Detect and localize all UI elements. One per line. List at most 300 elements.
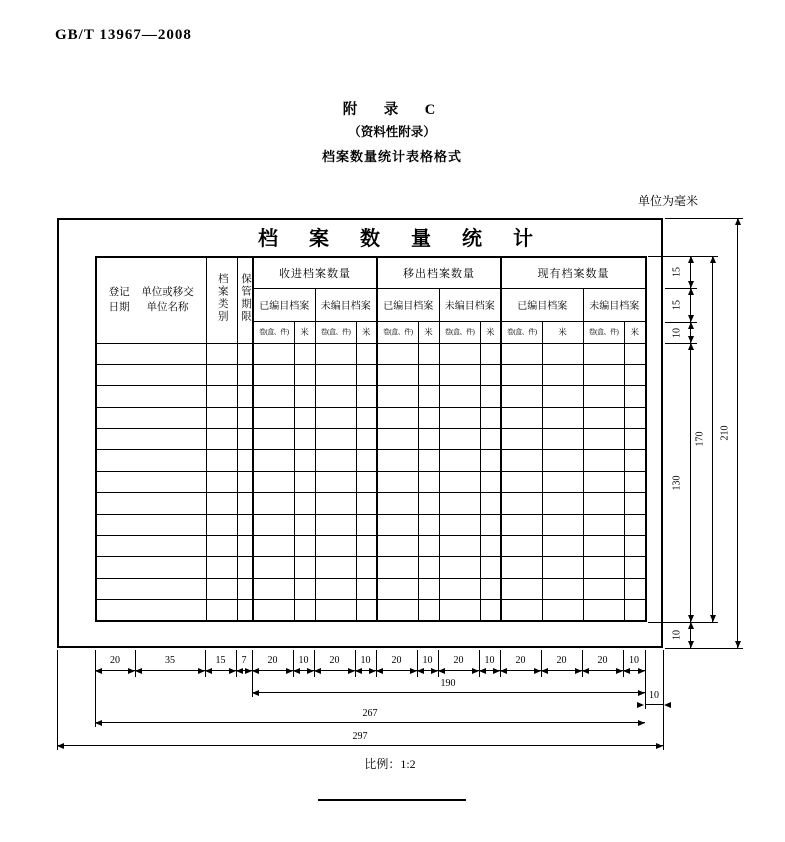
table-cell	[315, 557, 356, 578]
dim-label: 20	[267, 655, 278, 666]
table-row	[96, 471, 646, 492]
extension-line	[663, 650, 664, 750]
table-cell	[583, 343, 624, 364]
dim-label: 10	[671, 327, 683, 338]
table-row	[96, 493, 646, 514]
table-cell	[501, 493, 542, 514]
table-cell	[480, 471, 501, 492]
header-group-existing: 现有档案数量	[501, 257, 646, 288]
table-row	[96, 429, 646, 450]
table-cell	[583, 471, 624, 492]
dim-label-data-width: 190	[440, 678, 456, 689]
table-cell	[624, 493, 646, 514]
table-cell	[377, 450, 418, 471]
header-unit-meter: 米	[356, 321, 377, 343]
dim-label: 20	[556, 655, 567, 666]
appendix-title: 附 录 C	[342, 102, 442, 118]
table-cell	[542, 493, 583, 514]
table-cell	[439, 450, 480, 471]
header-unit-volume: 卷(盒、件)	[439, 321, 480, 343]
dimension-line	[376, 670, 417, 671]
table-cell	[501, 536, 542, 557]
table-cell	[439, 493, 480, 514]
table-cell	[377, 600, 418, 621]
table-cell	[253, 557, 294, 578]
table-cell	[237, 514, 253, 535]
table-cell	[315, 364, 356, 385]
table-cell	[583, 600, 624, 621]
dimension-line	[417, 670, 438, 671]
table-cell	[294, 407, 315, 428]
table-cell	[480, 536, 501, 557]
table-cell	[439, 536, 480, 557]
table-cell	[253, 343, 294, 364]
table-cell	[501, 386, 542, 407]
table-cell	[377, 557, 418, 578]
table-cell	[237, 557, 253, 578]
table-cell	[96, 600, 206, 621]
header-unit-volume: 卷(盒、件)	[501, 321, 542, 343]
table-cell	[237, 493, 253, 514]
table-cell	[206, 471, 237, 492]
dimension-line	[205, 670, 236, 671]
table-cell	[418, 386, 439, 407]
table-cell	[418, 600, 439, 621]
table-cell	[542, 429, 583, 450]
table-cell	[253, 536, 294, 557]
dim-label: 15	[671, 300, 683, 310]
dim-label: 10	[484, 655, 495, 666]
header-sub-cataloged: 已编目档案	[377, 288, 439, 321]
table-cell	[439, 386, 480, 407]
header-reg-date: 登记 日期	[108, 286, 130, 314]
dim-label: 10	[360, 655, 371, 666]
dim-label: 15	[671, 267, 683, 277]
table-cell	[206, 557, 237, 578]
dim-label: 10	[298, 655, 309, 666]
table-cell	[96, 343, 206, 364]
table-cell	[480, 429, 501, 450]
header-unit-name: 单位或移交 单位名称	[141, 286, 194, 314]
table-cell	[418, 407, 439, 428]
table-cell	[418, 429, 439, 450]
table-row	[96, 343, 646, 364]
table-cell	[377, 514, 418, 535]
dim-label: 20	[329, 655, 340, 666]
table-cell	[542, 407, 583, 428]
table-cell	[253, 514, 294, 535]
table-cell	[315, 600, 356, 621]
table-cell	[439, 429, 480, 450]
table-cell	[583, 493, 624, 514]
table-cell	[501, 407, 542, 428]
table-cell	[377, 407, 418, 428]
table-cell	[356, 600, 377, 621]
table-row	[96, 364, 646, 385]
table-cell	[377, 343, 418, 364]
table-cell	[583, 364, 624, 385]
dim-label: 7	[241, 655, 247, 666]
table-cell	[356, 429, 377, 450]
table-cell	[206, 429, 237, 450]
dimension-line	[690, 622, 691, 648]
header-unit-meter: 米	[294, 321, 315, 343]
table-cell	[294, 557, 315, 578]
table-cell	[315, 450, 356, 471]
header-sub-uncataloged: 未编目档案	[439, 288, 501, 321]
table-cell	[439, 364, 480, 385]
dim-label: 20	[515, 655, 526, 666]
table-cell	[377, 386, 418, 407]
dim-label-page-height: 210	[719, 425, 731, 441]
extension-line	[648, 622, 718, 623]
header-unit-meter: 米	[418, 321, 439, 343]
dimension-line	[135, 670, 205, 671]
table-cell	[624, 471, 646, 492]
table-cell	[542, 536, 583, 557]
table-cell	[439, 600, 480, 621]
dim-label-page-width: 297	[352, 731, 368, 742]
table-cell	[96, 536, 206, 557]
dimension-line	[479, 670, 500, 671]
table-cell	[439, 343, 480, 364]
dimension-line	[438, 670, 479, 671]
table-cell	[480, 578, 501, 599]
table-cell	[315, 429, 356, 450]
table-cell	[480, 364, 501, 385]
table-cell	[253, 600, 294, 621]
table-cell	[501, 578, 542, 599]
dim-label-table-width: 267	[362, 708, 378, 719]
table-cell	[480, 343, 501, 364]
table-cell	[480, 600, 501, 621]
table-cell	[377, 429, 418, 450]
dimension-line	[737, 218, 738, 648]
table-cell	[253, 386, 294, 407]
table-cell	[294, 578, 315, 599]
table-cell	[542, 450, 583, 471]
dimension-line	[623, 670, 645, 671]
table-cell	[418, 514, 439, 535]
table-cell	[356, 407, 377, 428]
table-cell	[315, 343, 356, 364]
dim-label: 10	[422, 655, 433, 666]
table-cell	[624, 578, 646, 599]
header-unit-volume: 卷(盒、件)	[315, 321, 356, 343]
table-cell	[439, 471, 480, 492]
table-row	[96, 536, 646, 557]
dim-label-table-height: 170	[694, 431, 706, 447]
table-cell	[206, 386, 237, 407]
table-cell	[439, 578, 480, 599]
header-unit-volume: 卷(盒、件)	[253, 321, 294, 343]
dim-label: 20	[110, 655, 120, 666]
table-cell	[418, 343, 439, 364]
table-cell	[294, 343, 315, 364]
table-cell	[206, 514, 237, 535]
table-cell	[418, 578, 439, 599]
table-cell	[377, 536, 418, 557]
table-cell	[418, 364, 439, 385]
table-cell	[206, 364, 237, 385]
table-cell	[624, 429, 646, 450]
table-cell	[583, 407, 624, 428]
dimension-line	[690, 256, 691, 288]
table-cell	[237, 450, 253, 471]
table-cell	[377, 471, 418, 492]
table-cell	[501, 557, 542, 578]
table-cell	[315, 536, 356, 557]
table-cell	[356, 450, 377, 471]
table-cell	[96, 514, 206, 535]
table-cell	[237, 429, 253, 450]
table-cell	[356, 471, 377, 492]
table-cell	[418, 557, 439, 578]
table-cell	[253, 578, 294, 599]
table-row	[96, 514, 646, 535]
table-cell	[583, 536, 624, 557]
dim-label: 20	[597, 655, 608, 666]
table-cell	[237, 343, 253, 364]
dimension-line	[690, 322, 691, 343]
table-cell	[501, 450, 542, 471]
dimension-line	[314, 670, 355, 671]
table-cell	[377, 493, 418, 514]
table-cell	[480, 450, 501, 471]
table-cell	[253, 493, 294, 514]
table-cell	[624, 600, 646, 621]
table-cell	[356, 536, 377, 557]
appendix-caption: 档案数量统计表格格式	[321, 149, 463, 164]
table-cell	[418, 471, 439, 492]
extension-line	[95, 650, 96, 727]
table-row	[96, 450, 646, 471]
table-cell	[206, 343, 237, 364]
header-row-1	[96, 257, 646, 288]
table-cell	[583, 578, 624, 599]
table-cell	[418, 536, 439, 557]
dim-label: 20	[453, 655, 464, 666]
table-cell	[253, 450, 294, 471]
extension-line	[665, 218, 743, 219]
table-cell	[253, 364, 294, 385]
table-cell	[542, 578, 583, 599]
table-cell	[418, 493, 439, 514]
table-cell	[624, 364, 646, 385]
table-cell	[542, 364, 583, 385]
table-cell	[480, 557, 501, 578]
dimension-line	[712, 256, 713, 622]
table-cell	[237, 364, 253, 385]
table-cell	[206, 450, 237, 471]
table-cell	[315, 386, 356, 407]
table-cell	[377, 364, 418, 385]
dim-label: 10	[629, 655, 639, 666]
table-row	[96, 600, 646, 621]
table-cell	[237, 600, 253, 621]
dimension-line	[252, 670, 293, 671]
table-cell	[542, 514, 583, 535]
table-cell	[294, 471, 315, 492]
table-cell	[583, 450, 624, 471]
dim-label: 130	[671, 475, 683, 490]
dim-label-right-margin: 10	[649, 690, 659, 701]
table-cell	[542, 471, 583, 492]
table-cell	[96, 450, 206, 471]
table-cell	[315, 471, 356, 492]
header-group-received: 收进档案数量	[253, 257, 377, 288]
table-cell	[315, 407, 356, 428]
dimension-line	[252, 692, 645, 693]
header-sub-cataloged: 已编目档案	[253, 288, 315, 321]
extension-line	[645, 650, 646, 709]
header-unit-meter: 米	[542, 321, 583, 343]
header-sub-uncataloged: 未编目档案	[583, 288, 646, 321]
table-cell	[96, 386, 206, 407]
statistics-table	[95, 256, 647, 622]
table-cell	[315, 514, 356, 535]
table-cell	[624, 514, 646, 535]
table-cell	[583, 557, 624, 578]
dimension-line	[690, 343, 691, 622]
table-cell	[96, 364, 206, 385]
dimension-line	[582, 670, 623, 671]
table-cell	[480, 407, 501, 428]
table-cell	[237, 407, 253, 428]
header-unit-volume: 卷(盒、件)	[583, 321, 624, 343]
table-cell	[253, 471, 294, 492]
table-cell	[294, 429, 315, 450]
table-cell	[480, 514, 501, 535]
table-cell	[356, 514, 377, 535]
table-cell	[294, 493, 315, 514]
table-cell	[96, 407, 206, 428]
header-sub-cataloged: 已编目档案	[501, 288, 583, 321]
standard-number: GB/T 13967—2008	[55, 27, 192, 43]
scale-note: 比例：1:2	[364, 757, 416, 771]
table-row	[96, 386, 646, 407]
table-row	[96, 578, 646, 599]
table-cell	[294, 514, 315, 535]
header-unit-meter: 米	[624, 321, 646, 343]
table-cell	[237, 536, 253, 557]
table-cell	[206, 407, 237, 428]
appendix-subtitle: （资料性附录）	[348, 125, 436, 139]
table-cell	[480, 386, 501, 407]
extension-line	[648, 256, 718, 257]
table-cell	[501, 364, 542, 385]
table-cell	[542, 343, 583, 364]
footer-rule	[318, 799, 466, 801]
table-cell	[624, 386, 646, 407]
table-cell	[356, 343, 377, 364]
table-cell	[480, 493, 501, 514]
header-unit-meter: 米	[480, 321, 501, 343]
table-cell	[206, 600, 237, 621]
dimension-line	[645, 704, 663, 705]
table-title: 档 案 数 量 统 计	[258, 228, 546, 250]
table-cell	[356, 364, 377, 385]
dimension-line	[541, 670, 582, 671]
dimension-line	[95, 722, 645, 723]
table-cell	[624, 557, 646, 578]
table-row	[96, 557, 646, 578]
dim-label: 35	[165, 655, 175, 666]
dimension-line	[57, 745, 663, 746]
table-cell	[315, 578, 356, 599]
table-cell	[624, 450, 646, 471]
table-cell	[583, 386, 624, 407]
extension-line	[57, 650, 58, 750]
dimension-line	[236, 670, 252, 671]
header-group-transferred-out: 移出档案数量	[377, 257, 501, 288]
dimension-line	[355, 670, 376, 671]
table-cell	[96, 429, 206, 450]
table-cell	[294, 386, 315, 407]
dim-label: 20	[391, 655, 402, 666]
table-cell	[237, 578, 253, 599]
table-cell	[624, 536, 646, 557]
table-cell	[315, 493, 356, 514]
table-cell	[206, 578, 237, 599]
table-cell	[439, 407, 480, 428]
header-sub-uncataloged: 未编目档案	[315, 288, 377, 321]
table-cell	[418, 450, 439, 471]
header-retention: 保管期限	[237, 257, 253, 343]
table-cell	[356, 386, 377, 407]
table-cell	[96, 557, 206, 578]
table-cell	[542, 600, 583, 621]
table-cell	[583, 429, 624, 450]
table-cell	[356, 493, 377, 514]
table-cell	[542, 386, 583, 407]
table-cell	[96, 578, 206, 599]
table-cell	[96, 471, 206, 492]
table-cell	[501, 429, 542, 450]
table-cell	[542, 557, 583, 578]
table-cell	[294, 364, 315, 385]
table-cell	[237, 386, 253, 407]
table-cell	[439, 514, 480, 535]
table-row	[96, 407, 646, 428]
table-cell	[237, 471, 253, 492]
table-cell	[206, 536, 237, 557]
table-cell	[624, 407, 646, 428]
table-cell	[501, 343, 542, 364]
table-cell	[294, 600, 315, 621]
table-cell	[294, 450, 315, 471]
table-cell	[501, 600, 542, 621]
table-cell	[356, 557, 377, 578]
header-regdate-unitname	[96, 257, 206, 343]
table-cell	[206, 493, 237, 514]
extension-line	[665, 648, 743, 649]
table-cell	[253, 407, 294, 428]
unit-note: 单位为毫米	[637, 194, 699, 208]
dimension-line	[95, 670, 135, 671]
table-cell	[356, 578, 377, 599]
dimension-line	[500, 670, 541, 671]
dim-label: 10	[671, 630, 683, 640]
table-cell	[253, 429, 294, 450]
table-cell	[501, 471, 542, 492]
table-cell	[624, 343, 646, 364]
dimension-line	[293, 670, 314, 671]
table-cell	[377, 578, 418, 599]
table-cell	[501, 514, 542, 535]
table-cell	[583, 514, 624, 535]
table-cell	[439, 557, 480, 578]
